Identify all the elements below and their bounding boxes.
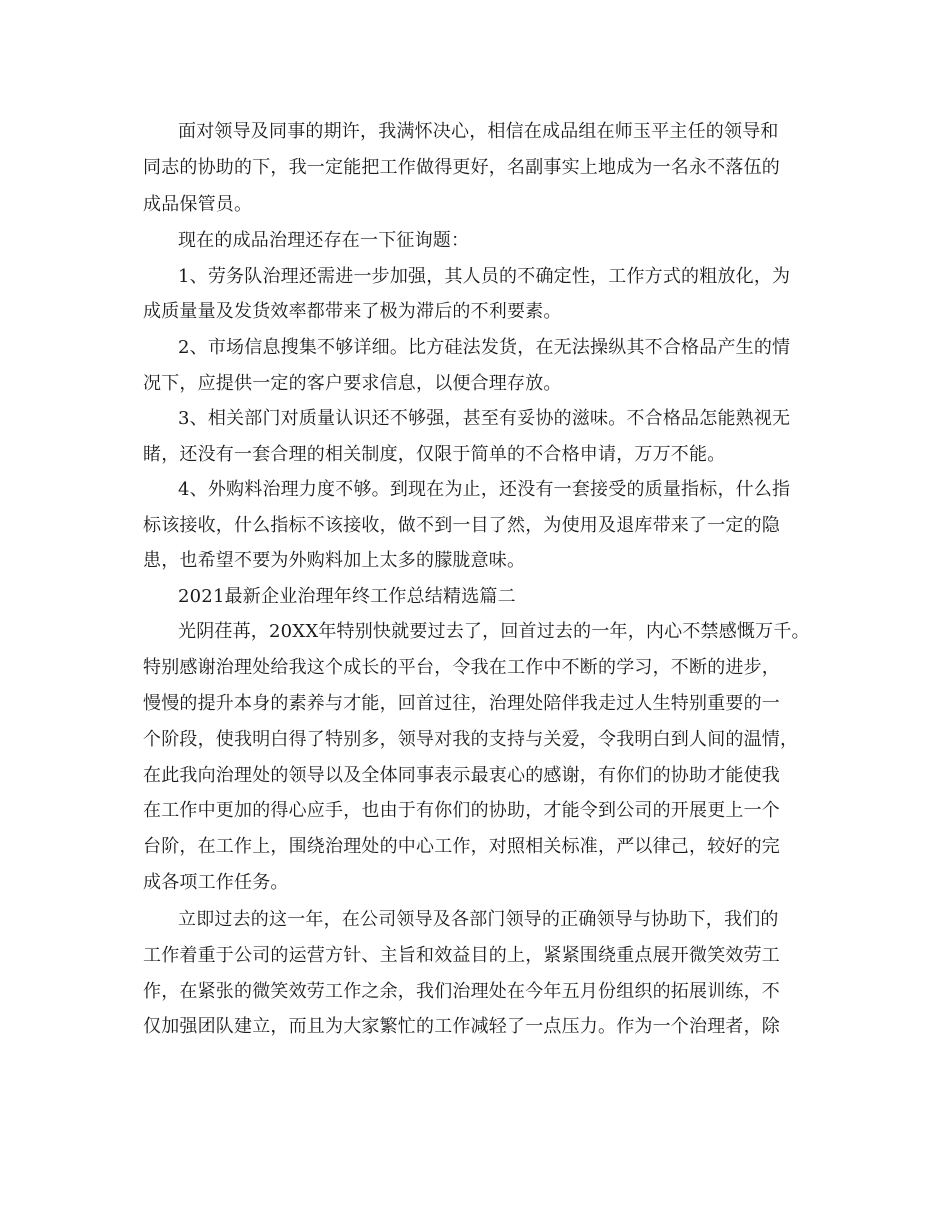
text-line: 现在的成品治理还存在一下征询题：	[178, 230, 470, 251]
text-line: 1、劳务队治理还需进一步加强，其人员的不确定性，工作方式的粗放化，为	[178, 266, 791, 287]
text-line: 在此我向治理处的领导以及全体同事表示最衷心的感谢，有你们的协助才能使我	[143, 765, 780, 786]
text-line: 作，在紧张的微笑效劳工作之余，我们治理处在今年五月份组织的拓展训练，不	[143, 981, 780, 1002]
text-line: 特别感谢治理处给我这个成长的平台，令我在工作中不断的学习，不断的进步，	[143, 657, 780, 678]
text-line: 仅加强团队建立，而且为大家繁忙的工作减轻了一点压力。作为一个治理者，除	[143, 1016, 780, 1037]
text-line: 标该接收，什么指标不该接收，做不到一目了然，为使用及退库带来了一定的隐	[143, 515, 780, 536]
text-line: 4、外购料治理力度不够。到现在为止，还没有一套接受的质量指标，什么指	[178, 479, 791, 500]
section-heading: 2021最新企业治理年终工作总结精选篇二	[178, 586, 516, 607]
text-line: 工作着重于公司的运营方针、主旨和效益目的上，紧紧围绕重点展开微笑效劳工	[143, 945, 780, 966]
text-line: 成各项工作任务。	[143, 872, 289, 893]
text-line: 成质量量及发货效率都带来了极为滞后的不利要素。	[143, 301, 562, 322]
text-line: 患，也希望不要为外购料加上太多的朦胧意味。	[143, 550, 526, 571]
text-line: 光阴荏苒，20XX年特别快就要过去了，回首过去的一年，内心不禁感慨万千。	[178, 621, 810, 642]
text-line: 在工作中更加的得心应手，也由于有你们的协助，才能令到公司的开展更上一个	[143, 800, 780, 821]
text-line: 立即过去的这一年，在公司领导及各部门领导的正确领导与协助下，我们的	[178, 909, 779, 930]
text-line: 成品保管员。	[143, 194, 253, 215]
text-line: 3、相关部门对质量认识还不够强，甚至有妥协的滋味。不合格品怎能熟视无	[178, 408, 791, 429]
text-line: 面对领导及同事的期许，我满怀决心，相信在成品组在师玉平主任的领导和	[178, 121, 779, 142]
text-line: 况下，应提供一定的客户要求信息，以便合理存放。	[143, 373, 562, 394]
text-line: 慢慢的提升本身的素养与才能，回首过往，治理处陪伴我走过人生特别重要的一	[143, 693, 780, 714]
text-line: 台阶，在工作上，围绕治理处的中心工作，对照相关标准，严以律己，较好的完	[143, 836, 780, 857]
text-line: 睹，还没有一套合理的相关制度，仅限于简单的不合格申请，万万不能。	[143, 444, 726, 465]
text-line: 同志的协助的下，我一定能把工作做得更好，名副事实上地成为一名永不落伍的	[143, 157, 780, 178]
text-line: 2、市场信息搜集不够详细。比方硅法发货，在无法操纵其不合格品产生的情	[178, 337, 791, 358]
text-line: 个阶段，使我明白得了特别多，领导对我的支持与关爱，令我明白到人间的温情，	[143, 729, 799, 750]
